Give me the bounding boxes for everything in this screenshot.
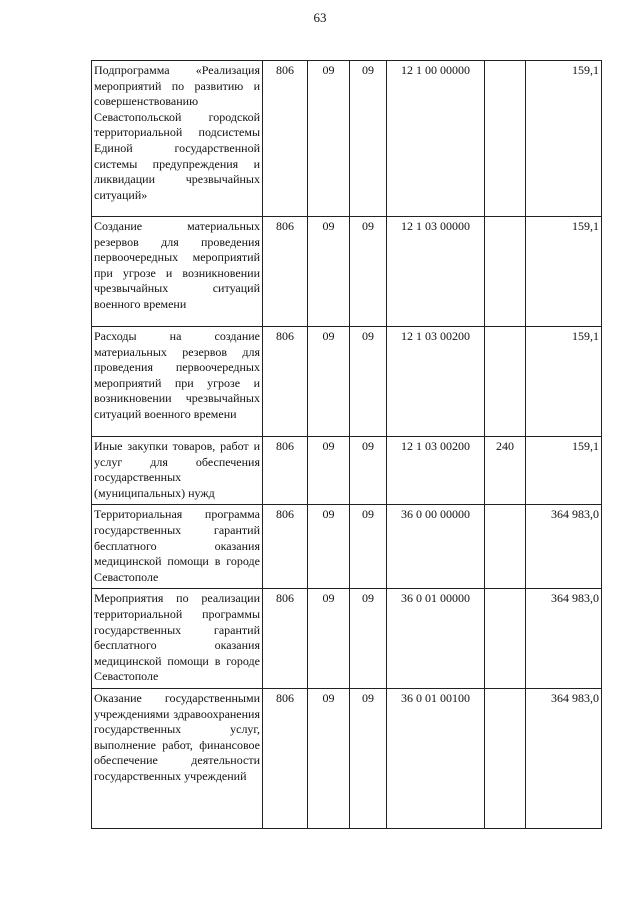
amount: 364 983,0 (526, 688, 602, 828)
target-article-code: 12 1 00 00000 (387, 61, 485, 217)
subsection-code: 09 (350, 327, 387, 437)
amount: 364 983,0 (526, 589, 602, 689)
table-row (92, 589, 602, 689)
table-row (92, 61, 602, 217)
section-code: 09 (308, 589, 350, 689)
amount: 364 983,0 (526, 505, 602, 589)
amount: 159,1 (526, 217, 602, 327)
row-name: Оказание государственными учреждениями здравоохранения государственных услуг, выполнение работ, финансовое обеспечение деятельности государственных учреждений (92, 688, 263, 828)
table-row (92, 688, 602, 828)
subsection-code: 09 (350, 61, 387, 217)
section-code: 09 (308, 505, 350, 589)
admin-code: 806 (263, 61, 308, 217)
target-article-code: 12 1 03 00000 (387, 217, 485, 327)
subsection-code: 09 (350, 437, 387, 505)
admin-code: 806 (263, 589, 308, 689)
row-name: Создание материальных резервов для проведения первоочередных мероприятий при угрозе и возникновении чрезвычайных ситуаций военного времени (92, 217, 263, 327)
amount: 159,1 (526, 437, 602, 505)
table-row (92, 217, 602, 327)
section-code: 09 (308, 688, 350, 828)
row-name: Расходы на создание материальных резервов для проведения первоочередных мероприятий при угрозе и возникновении чрезвычайных ситуаций военного времени (92, 327, 263, 437)
expense-type-code (485, 61, 526, 217)
row-name: Территориальная программа государственных гарантий бесплатного оказания медицинской помощи в городе Севастополе (92, 505, 263, 589)
admin-code: 806 (263, 437, 308, 505)
subsection-code: 09 (350, 505, 387, 589)
row-name: Мероприятия по реализации территориальной программы государственных гарантий бесплатного оказания медицинской помощи в городе Севастополе (92, 589, 263, 689)
expense-type-code (485, 217, 526, 327)
row-name: Иные закупки товаров, работ и услуг для обеспечения государственных (муниципальных) нужд (92, 437, 263, 505)
admin-code: 806 (263, 688, 308, 828)
expense-type-code (485, 688, 526, 828)
subsection-code: 09 (350, 688, 387, 828)
subsection-code: 09 (350, 589, 387, 689)
row-name: Подпрограмма «Реализация мероприятий по развитию и совершенствованию Севастопольской городской территориальной подсистемы Единой государственной системы предупреждения и ликвидации чрезвычайных ситуаций» (92, 61, 263, 217)
target-article-code: 36 0 01 00100 (387, 688, 485, 828)
subsection-code: 09 (350, 217, 387, 327)
expense-type-code (485, 327, 526, 437)
page-number: 63 (313, 10, 327, 25)
table-row (92, 505, 602, 589)
admin-code: 806 (263, 327, 308, 437)
section-code: 09 (308, 327, 350, 437)
target-article-code: 36 0 00 00000 (387, 505, 485, 589)
admin-code: 806 (263, 505, 308, 589)
target-article-code: 12 1 03 00200 (387, 327, 485, 437)
admin-code: 806 (263, 217, 308, 327)
expense-type-code (485, 589, 526, 689)
amount: 159,1 (526, 61, 602, 217)
table-row (92, 437, 602, 505)
section-code: 09 (308, 437, 350, 505)
section-code: 09 (308, 61, 350, 217)
table-row (92, 327, 602, 437)
amount: 159,1 (526, 327, 602, 437)
target-article-code: 12 1 03 00200 (387, 437, 485, 505)
budget-table (91, 60, 602, 829)
section-code: 09 (308, 217, 350, 327)
expense-type-code: 240 (485, 437, 526, 505)
target-article-code: 36 0 01 00000 (387, 589, 485, 689)
expense-type-code (485, 505, 526, 589)
